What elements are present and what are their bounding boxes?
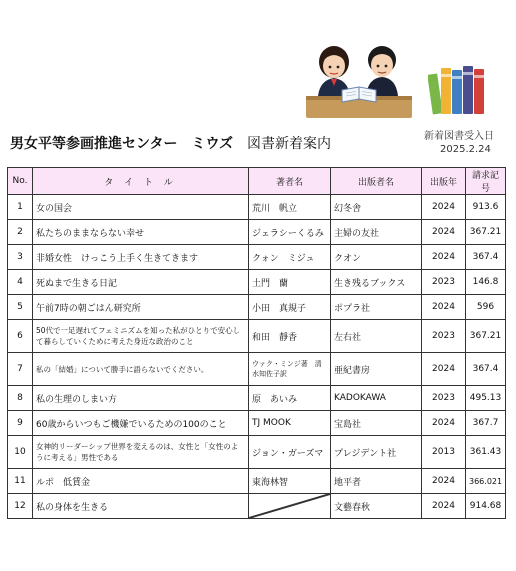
call-number: 367.7 [466, 411, 506, 436]
table-row [8, 320, 506, 353]
students-reading-illustration-icon [300, 40, 418, 120]
row-number: 8 [8, 386, 33, 411]
column-header-publisher: 出版者名 [331, 168, 422, 195]
book-publisher: 主婦の友社 [331, 220, 422, 245]
column-header-title: タ イ ト ル [33, 168, 249, 195]
book-publisher: KADOKAWA [331, 386, 422, 411]
table-row [8, 195, 506, 220]
table-row [8, 386, 506, 411]
book-author: 東海林智 [249, 469, 331, 494]
book-author-blank [249, 494, 331, 519]
page-title [10, 133, 331, 153]
books-illustration-icon [428, 60, 486, 116]
row-number: 5 [8, 295, 33, 320]
book-author: 荒川 帆立 [249, 195, 331, 220]
book-author: ウァク・ミンジ著 清水知佐子訳 [249, 353, 331, 386]
publication-year: 2024 [422, 411, 466, 436]
call-number: 914.68 [466, 494, 506, 519]
received-date-label: 新着図書受入日 [424, 131, 494, 142]
column-header-year: 出版年 [422, 168, 466, 195]
table-row [8, 494, 506, 519]
table-row [8, 270, 506, 295]
call-number: 367.4 [466, 353, 506, 386]
call-number: 367.21 [466, 220, 506, 245]
row-number: 3 [8, 245, 33, 270]
book-title: 私の生理のしまい方 [33, 386, 249, 411]
book-author: 和田 靜香 [249, 320, 331, 353]
page-subtitle: 図書新着案内 [247, 136, 332, 152]
book-author: 土門 蘭 [249, 270, 331, 295]
organization-name: 男女平等参画推進センター ミウズ [10, 136, 234, 152]
table-row [8, 436, 506, 469]
book-publisher: 生き残るブックス [331, 270, 422, 295]
book-title: 午前7時の朝ごはん研究所 [33, 295, 249, 320]
call-number: 495.13 [466, 386, 506, 411]
call-number: 361.43 [466, 436, 506, 469]
book-publisher: 左右社 [331, 320, 422, 353]
table-row [8, 469, 506, 494]
received-date-value: 2025.2.24 [440, 144, 491, 155]
book-title: 50代で一足遅れてフェミニズムを知った私がひとりで安心して暮らしていくために考えた身近な政治のこと [33, 320, 249, 353]
new-books-table [7, 167, 506, 519]
book-title: 非婚女性 けっこう上手く生きてきます [33, 245, 249, 270]
book-publisher: 宝島社 [331, 411, 422, 436]
book-title: 女の国会 [33, 195, 249, 220]
table-row [8, 353, 506, 386]
book-publisher: 文藝春秋 [331, 494, 422, 519]
publication-year: 2013 [422, 436, 466, 469]
call-number: 367.4 [466, 245, 506, 270]
publication-year: 2023 [422, 270, 466, 295]
publication-year: 2024 [422, 220, 466, 245]
call-number: 913.6 [466, 195, 506, 220]
column-header-call-number: 請求記号 [466, 168, 506, 195]
call-number: 367.21 [466, 320, 506, 353]
column-header-author: 著者名 [249, 168, 331, 195]
publication-year: 2023 [422, 386, 466, 411]
table-row [8, 220, 506, 245]
call-number: 146.8 [466, 270, 506, 295]
row-number: 12 [8, 494, 33, 519]
book-author: ジョン・ガーズマ [249, 436, 331, 469]
book-publisher: クオン [331, 245, 422, 270]
table-row [8, 411, 506, 436]
row-number: 6 [8, 320, 33, 353]
publication-year: 2024 [422, 245, 466, 270]
publication-year: 2023 [422, 320, 466, 353]
book-publisher: 幻冬舎 [331, 195, 422, 220]
book-publisher: ポプラ社 [331, 295, 422, 320]
row-number: 10 [8, 436, 33, 469]
book-title: 私の「結婚」について勝手に語らないでください。 [33, 353, 249, 386]
book-title: 私たちのままならない幸せ [33, 220, 249, 245]
book-publisher: プレジデント社 [331, 436, 422, 469]
publication-year: 2024 [422, 494, 466, 519]
row-number: 7 [8, 353, 33, 386]
book-publisher: 亜紀書房 [331, 353, 422, 386]
book-title: 女神的リーダーシップ世界を変えるのは、女性と「女性のように考える」男性である [33, 436, 249, 469]
book-title: 私の身体を生きる [33, 494, 249, 519]
book-title: 60歳からいつもご機嫌でいるための100のこと [33, 411, 249, 436]
publication-year: 2024 [422, 195, 466, 220]
table-header-row [8, 168, 506, 195]
column-header-no: No. [8, 168, 33, 195]
book-publisher: 地平者 [331, 469, 422, 494]
book-author: 原 あいみ [249, 386, 331, 411]
row-number: 11 [8, 469, 33, 494]
row-number: 4 [8, 270, 33, 295]
book-author: 小田 真規子 [249, 295, 331, 320]
call-number: 366.021 [466, 469, 506, 494]
call-number: 596 [466, 295, 506, 320]
row-number: 2 [8, 220, 33, 245]
table-row [8, 245, 506, 270]
row-number: 9 [8, 411, 33, 436]
book-author: クォン ミジュ [249, 245, 331, 270]
diagonal-slash-icon [249, 494, 330, 518]
publication-year: 2024 [422, 295, 466, 320]
table-row [8, 295, 506, 320]
book-title: 死ぬまで生きる日記 [33, 270, 249, 295]
book-author: TJ MOOK [249, 411, 331, 436]
publication-year: 2024 [422, 469, 466, 494]
book-author: ジェラシーくるみ [249, 220, 331, 245]
book-title: ルポ 低賃金 [33, 469, 249, 494]
publication-year: 2024 [422, 353, 466, 386]
row-number: 1 [8, 195, 33, 220]
